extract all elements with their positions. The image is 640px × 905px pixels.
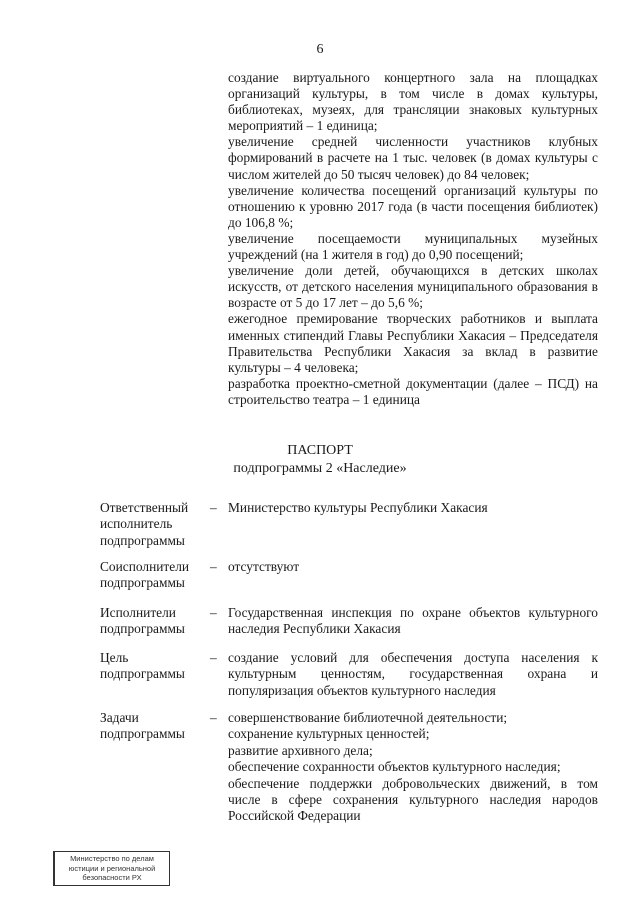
row-line: создание условий для обеспечения доступа населения к культурным ценностям, государственная охрана и популяризация объектов культурного наследия — [228, 650, 598, 698]
row-label: Соисполнители подпрограммы — [100, 559, 190, 591]
stamp-line: безопасности РХ — [82, 873, 142, 882]
row-label: Задачи подпрограммы — [100, 710, 185, 742]
registration-stamp — [53, 851, 170, 886]
row-label: Ответственный исполнитель подпрограммы — [100, 500, 189, 548]
continuation-item: создание виртуального концертного зала на площадках организаций культуры, в том числе в домах культуры, библиотеках, музеях, для трансляции знаковых культурных мероприятий – 1 единица; — [228, 70, 598, 134]
row-line: Государственная инспекция по охране объектов культурного наследия Республики Хакасия — [228, 605, 598, 637]
row-line: обеспечение сохранности объектов культурного наследия; — [228, 759, 561, 775]
row-dash: – — [210, 650, 217, 665]
stamp-line: Министерство по делам — [70, 854, 154, 863]
row-line: совершенствование библиотечной деятельности; — [228, 710, 508, 725]
continuation-item: ежегодное премирование творческих работников и выплата именных стипендий Главы Республики Хакасия – Председателя Правительства Республики Хакасия за вклад в развитие культуры – 4 человека; — [228, 311, 598, 375]
row-content — [228, 500, 598, 516]
row-content — [228, 605, 598, 638]
row-dash: – — [210, 559, 217, 574]
row-dash: – — [210, 710, 217, 725]
row-line: Министерство культуры Республики Хакасия — [228, 500, 488, 515]
row-content — [228, 650, 598, 699]
row-line: развитие архивного дела; — [228, 742, 373, 758]
row-label: Цель подпрограммы — [100, 650, 185, 682]
continuation-item: увеличение средней численности участников клубных формирований в расчете на 1 тыс. человек (в домах культуры с числом жителей до 50 тысяч человек) до 84 человек; — [228, 134, 598, 182]
row-line: сохранение культурных ценностей; — [228, 726, 430, 742]
row-label: Исполнители подпрограммы — [100, 605, 185, 637]
passport-title: ПАСПОРТ — [287, 443, 353, 458]
passport-subtitle: подпрограммы 2 «Наследие» — [233, 461, 407, 476]
continuation-item: увеличение доли детей, обучающихся в детских школах искусств, от детского населения муниципального образования в возрасте от 5 до 17 лет – до 5,6 %; — [228, 263, 598, 311]
row-line: отсутствуют — [228, 559, 300, 574]
stamp-line: юстиции и региональной — [68, 863, 156, 873]
row-content — [228, 710, 598, 825]
row-content — [228, 559, 598, 575]
continuation-list — [228, 70, 598, 408]
row-line: обеспечение поддержки добровольческих движений, в том числе в сфере сохранения культурного наследия народов Российской Федерации — [228, 775, 598, 824]
continuation-item: увеличение посещаемости муниципальных музейных учреждений (на 1 жителя в год) до 0,90 посещений; — [228, 230, 598, 263]
continuation-item: разработка проектно-сметной документации (далее – ПСД) на строительство театра – 1 единица — [228, 375, 598, 407]
row-dash: – — [210, 605, 217, 620]
row-dash: – — [210, 500, 217, 515]
continuation-item: увеличение количества посещений организаций культуры по отношению к уровню 2017 года (в части посещения библиотек) до 106,8 %; — [228, 182, 598, 230]
page-number: 6 — [316, 42, 324, 57]
